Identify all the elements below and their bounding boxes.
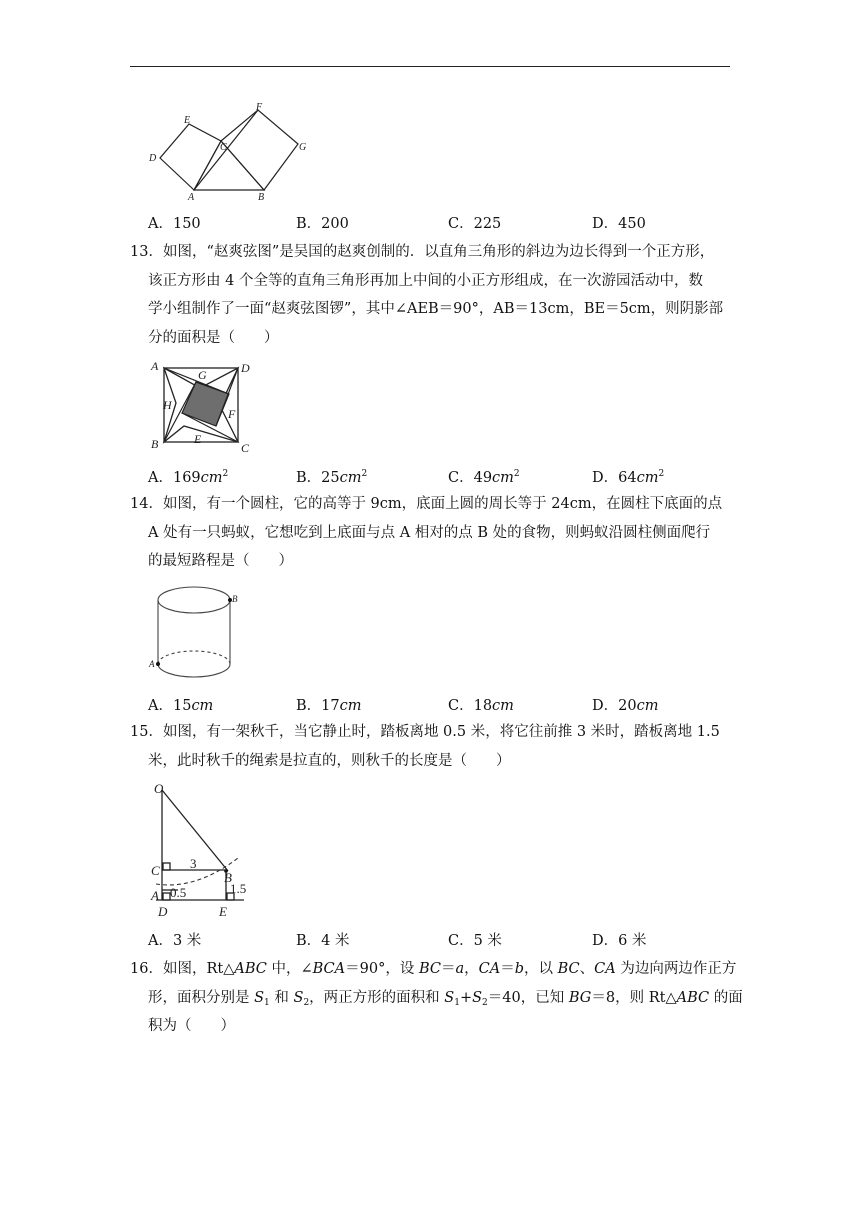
label-F: F [228,407,236,421]
label-C: C [151,863,160,878]
label-C: C [220,142,227,153]
q13-line-1: 如图，“赵爽弦图”是吴国的赵爽创制的．以直角三角形的斜边为边长得到一个正方形， [162,244,715,260]
label-A: A [151,888,159,903]
q15-number: 15． [130,724,163,740]
q14-number: 14． [130,496,163,512]
question-14 [130,490,732,576]
question-15 [130,718,732,775]
q16-line-3: 积为（ ） [148,1018,235,1034]
q13-option-a[interactable]: A．$169cm^2$ [148,469,229,486]
label-E: E [194,432,202,446]
q13-options [148,466,748,490]
q14-figure [146,582,246,682]
q13-option-b[interactable]: B．$25cm^2$ [296,469,368,486]
label-D: D [149,153,157,164]
label-3: 3 [190,856,197,871]
q12-option-b[interactable]: B．200 [296,216,349,232]
label-B: B [224,870,232,885]
label-C: C [241,441,250,455]
q14-option-c[interactable]: C．18cm [448,698,514,714]
q13-line-4: 分的面积是（ ） [148,329,279,346]
q13-option-c[interactable]: C．$49cm^2$ [448,469,520,486]
q15-line-2: 米，此时秋千的绳索是拉直的，则秋千的长度是（ ） [148,752,511,769]
q15-option-d[interactable]: D．6 米 [592,933,647,949]
label-B: B [151,437,159,451]
label-A: A [188,192,195,203]
q16-number: 16． [130,961,163,977]
q15-option-b[interactable]: B．4 米 [296,933,350,949]
q12-options [148,212,748,236]
label-D: D [241,361,250,375]
label-0-5: 0.5 [170,885,187,900]
label-D: D [158,904,168,919]
question-16: 16．如图，Rt△ABC 中，∠BCA＝90°，设 BC＝a，CA＝b，以 BC、CA 为边向两边作正方 形，面积分别是 $S_1$ 和 $S_2$，两正方形的面积和 $S_1+S_2=40$，已知 BG＝8，则 Rt△ABC 的面 积为（ ） [130,955,732,1041]
q15-option-a[interactable]: A．3 米 [148,933,202,949]
label-H: H [163,398,172,412]
q12-option-a[interactable]: A．150 [148,216,201,232]
q13-option-d[interactable]: D．$64cm^2$ [592,469,665,486]
label-G: G [198,368,207,382]
label-A: A [149,659,155,669]
label-B: B [258,192,265,203]
q14-option-d[interactable]: D．20cm [592,698,659,714]
q14-options [148,694,748,718]
q14-option-b[interactable]: B．17cm [296,698,362,714]
q13-number: 13． [130,244,163,260]
q15-figure [146,778,256,923]
label-O: O [154,781,164,796]
label-B: B [232,594,238,604]
q12-option-d[interactable]: D．450 [592,216,646,232]
q15-option-c[interactable]: C．5 米 [448,933,502,949]
q14-line-1: 如图，有一个圆柱，它的高等于 9cm，底面上圆的周长等于 24cm，在圆柱下底面的点 [162,496,723,512]
q13-line-3: 学小组制作了一面“赵爽弦图锣”，其中∠AEB＝90°，AB＝13cm，BE＝5cm，则阴影部 [148,301,724,317]
label-E: E [184,115,191,126]
label-1-5: 1.5 [230,881,247,896]
label-F: F [256,102,263,113]
q14-option-a[interactable]: A．15cm [148,698,214,714]
q15-line-1: 如图，有一架秋千，当它静止时，踏板离地 0.5 米，将它往前推 3 米时，踏板离地 1.5 [162,724,720,740]
q15-options [148,929,748,953]
header-rule [130,66,730,67]
label-G: G [299,142,307,153]
label-A: A [151,359,159,373]
label-E: E [219,904,227,919]
q14-line-2: A 处有一只蚂蚁，它想吃到上底面与点 A 相对的点 B 处的食物，则蚂蚁沿圆柱侧面爬行 [148,524,711,541]
q12-option-c[interactable]: C．225 [448,216,502,232]
q14-line-3: 的最短路程是（ ） [148,553,293,569]
q13-line-2: 该正方形由 4 个全等的直角三角形再加上中间的小正方形组成，在一次游园活动中，数 [148,272,703,289]
question-13 [130,238,732,352]
q12-figure [140,98,320,208]
q13-figure [146,356,261,456]
